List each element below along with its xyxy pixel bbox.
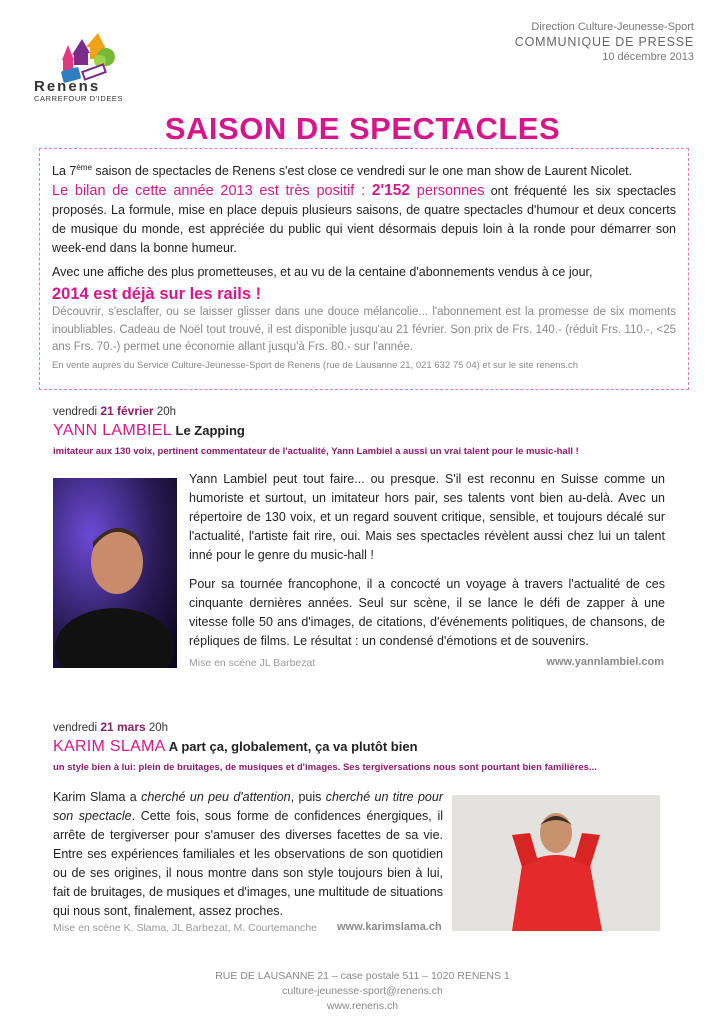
subscription-text: Découvrir, s'esclaffer, ou se laisser glisser dans une douce mélancolie... l'abonnement est la promesse de six moments inoubliables. Cadeau de Noël tout trouvé, il est disponible jusqu'au 21 février. Son prix de Frs. 140.- (réduit Frs. 110.-, <25 ans Frs. 70.-) permet une économie allant jusqu'à Frs. 80.- sur l'année.	[52, 306, 676, 353]
event2-show: A part ça, globalement, ça va plutôt bien	[165, 739, 418, 754]
logo-tagline: CARREFOUR D'IDEES	[34, 94, 124, 103]
logo-wordmark: Renens	[34, 78, 101, 95]
event1-para2: Pour sa tournée francophone, il a concocté un voyage à travers l'actualité de ces cinquante dernières années. Seul sur scène, il se lance le défi de zapper à une vitesse folle 50 ans d'images, de citations, d'événements politiques, de chansons, de répliques de films. Le résultat : un condensé d'émotions et de souvenirs.	[189, 577, 665, 648]
attendance-number: 2'152	[371, 182, 411, 200]
event1-website-link[interactable]: www.yannlambiel.com	[546, 656, 664, 668]
bilan-text: Le bilan de cette année 2013 est très positif :	[52, 183, 372, 200]
event1-tagline: imitateur aux 130 voix, pertinent commentateur de l'actualité, Yann Lambiel a aussi un vrai talent pour le music-hall !	[53, 446, 579, 457]
event1-artist: YANN LAMBIEL	[53, 422, 172, 439]
event1-credits: Mise en scène JL Barbezat	[189, 657, 316, 669]
yann-lambiel-photo	[53, 478, 177, 668]
doc-type: COMMUNIQUE DE PRESSE	[514, 35, 694, 49]
intro-paragraph: La 7ème saison de spectacles de Renens s'est close ce vendredi sur le one man show de Laurent Nicolet. Le bilan de cette année 2013 est très positif : 2'152 personnes ont fréquenté les six spectacles proposés. La formule, mise en place depuis plusieurs saisons, de quatre spectacles d'humour et deux concerts de musique du monde, est appréciée du public qui vient désormais depuis loin à la ronde pour démarrer son week-end dans la bonne humeur.	[52, 163, 676, 256]
karim-slama-photo	[452, 795, 660, 931]
event1-heading	[53, 422, 245, 440]
event2-heading	[53, 738, 418, 756]
rails-headline: 2014 est déjà sur les rails !	[52, 285, 262, 303]
footer	[0, 969, 725, 1014]
department: Direction Culture-Jeunesse-Sport	[531, 21, 694, 33]
event2-date: vendredi 21 mars 20h	[53, 720, 169, 734]
event1-date: vendredi 21 février 20h	[53, 404, 177, 418]
page-title: SAISON DE SPECTACLES	[164, 111, 561, 146]
footer-email-link[interactable]: culture-jeunesse-sport@renens.ch	[282, 985, 443, 997]
event2-paragraph: Karim Slama a cherché un peu d'attention, puis cherché un titre pour son spectacle. Cette fois, sous forme de confidences énergiques, il arrête de tergiverser pour s'amuser des diverses facettes de sa vie. Entre ses expériences familiales et les observations de son quotidien ou de ses origines, il nous montre dans son style toujours bien à lui, fait de bruitages, de musiques et d'images, une multitude de situations qui nous sont, finalement, assez proches.	[53, 790, 443, 918]
event2-artist: KARIM SLAMA	[53, 738, 166, 755]
event1-show: Le Zapping	[171, 423, 245, 438]
event2-website-link[interactable]: www.karimslama.ch	[337, 921, 442, 933]
footer-address: RUE DE LAUSANNE 21 – case postale 511 – 1020 RENENS 1	[215, 970, 510, 982]
intro-paragraph-2: Avec une affiche des plus prometteuses, et au vu de la centaine d'abonnements vendus à ce jour,	[52, 265, 593, 279]
event2-tagline: un style bien à lui: plein de bruitages, de musiques et d'images. Ses tergiversations nous sont pourtant bien familières...	[53, 762, 597, 773]
footer-web-link[interactable]: www.renens.ch	[326, 1000, 399, 1012]
event1-para1: Yann Lambiel peut tout faire... ou presque. S'il est reconnu en Suisse comme un humoriste et surtout, un imitateur hors pair, ses talents vont bien au-delà. Avec un répertoire de 130 voix, et un regard souvent critique, sensible, et toujours décalé sur l'actualité, l'artiste fait rire, oui. Mais ses spectacles révèlent aussi chez lui un talent inné pour le genre du music-hall !	[189, 472, 665, 562]
sales-info: En vente auprès du Service Culture-Jeunesse-Sport de Renens (rue de Lausanne 21, 021 632 75 04) et sur le site renens.ch	[52, 360, 578, 371]
header-info	[515, 20, 694, 65]
event2-credits: Mise en scène K. Slama, JL Barbezat, M. Courtemanche	[53, 922, 317, 934]
doc-date: 10 décembre 2013	[602, 51, 694, 63]
